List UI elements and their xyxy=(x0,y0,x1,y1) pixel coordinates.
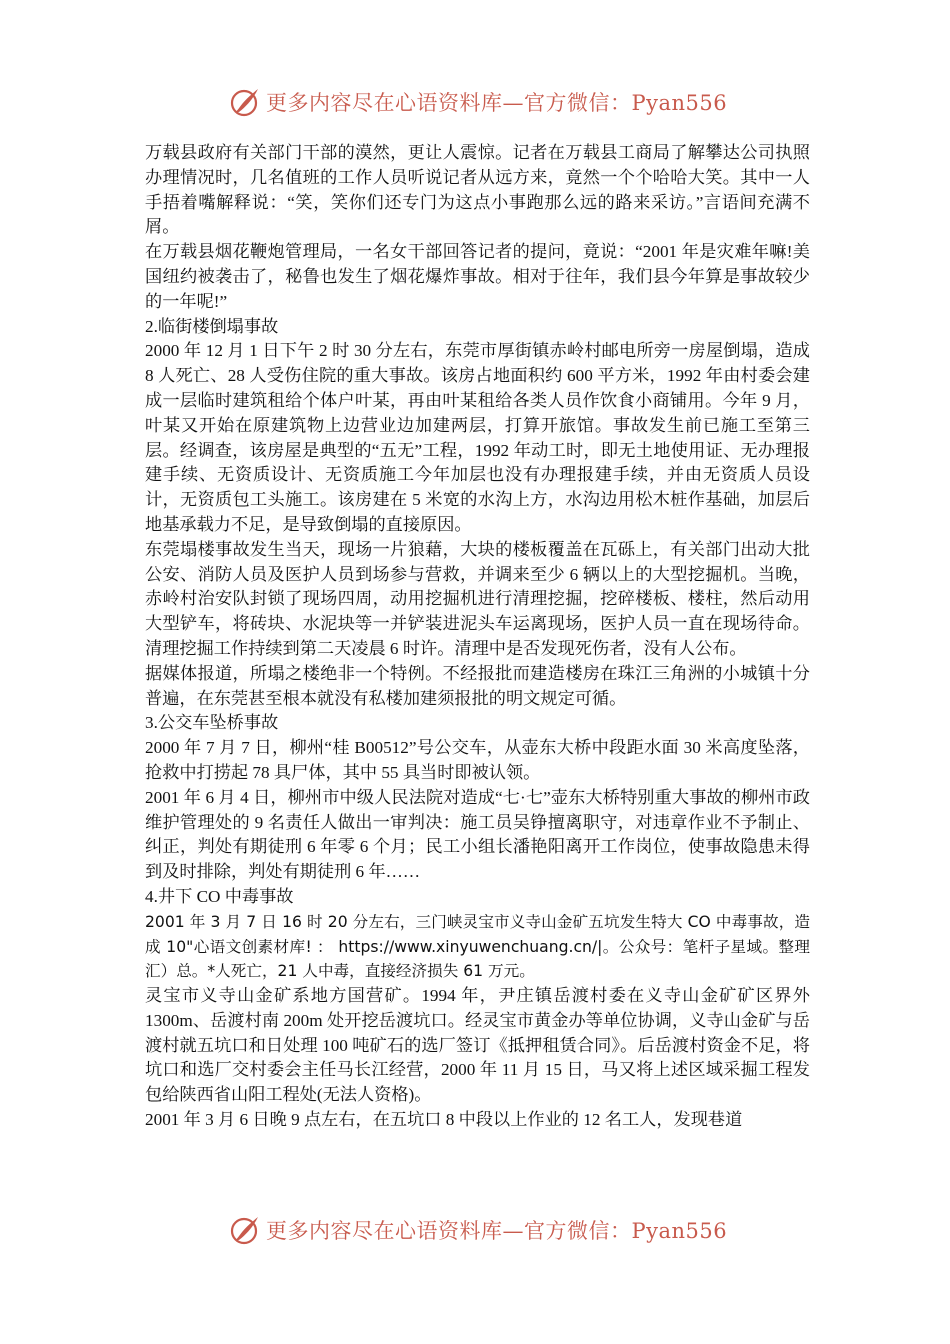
section-heading: 2.临街楼倒塌事故 xyxy=(145,316,279,336)
section-heading: 3.公交车坠桥事故 xyxy=(145,713,279,733)
paragraph: 东莞塌楼事故发生当天，现场一片狼藉，大块的楼板覆盖在瓦砾上，有关部门出动大批公安、消防人员及医护人员到场参与营救，并调来至少 6 辆以上的大型挖掘机。当晚，赤岭村治安队封锁了现场四周，动用挖掘机进行清理挖掘，挖碎楼板、楼柱，然后动用大型铲车，将砖块、水泥块等一并铲装进泥头车运离现场，医护人员一直在现场待命。清理挖掘工作持续到第二天凌晨 6 时许。清理中是否发现死伤者，没有人公布。 xyxy=(145,539,810,658)
pen-feather-logo-icon xyxy=(228,85,262,119)
paragraph: 万载县政府有关部门干部的漠然，更让人震惊。记者在万载县工商局了解攀达公司执照办理情况时，几名值班的工作人员听说记者从远方来，竟然一个个哈哈大笑。其中一人手捂着嘴解释说：“笑，笑你们还专门为这点小事跑那么远的路来采访。”言语间充满不屑。 xyxy=(145,143,810,237)
paragraph: 2000 年 7 月 7 日，柳州“桂 B00512”号公交车，从壶东大桥中段距水面 30 米高度坠落，抢救中打捞起 78 具尸体，其中 55 具当时即被认领。 xyxy=(145,738,810,782)
paragraph: 灵宝市义寺山金矿系地方国营矿。1994 年，尹庄镇岳渡村委在义寺山金矿矿区界外 1300m、岳渡村南 200m 处开挖岳渡坑口。经灵宝市黄金办等单位协调，义寺山金矿与岳渡村就五坑口和日处理 100 吨矿石的选厂签订《抵押租赁合同》。后岳渡村资金不足，将坑口和选厂交村委会主任马长江经营，2000 年 11 月 15 日，马又将上述区域采掘工程发包给陕西省山阳工程处(无法人资格)。 xyxy=(145,986,810,1105)
header-banner-text: 更多内容尽在心语资料库—官方微信：Pyan556 xyxy=(266,91,728,115)
paragraph: 在万载县烟花鞭炮管理局，一名女干部回答记者的提问，竟说：“2001 年是灾难年嘛!美国纽约被袭击了，秘鲁也发生了烟花爆炸事故。相对于往年，我们县今年算是事故较少的一年呢!” xyxy=(145,242,810,311)
article-body xyxy=(145,141,810,1133)
pen-feather-logo-icon xyxy=(228,1213,262,1247)
section-heading: 4.井下 CO 中毒事故 xyxy=(145,886,294,906)
footer-banner xyxy=(228,1210,748,1250)
paragraph: 2001 年 3 月 6 日晚 9 点左右，在五坑口 8 中段以上作业的 12 名工人，发现巷道 xyxy=(145,1110,743,1130)
paragraph: 2001 年 6 月 4 日，柳州市中级人民法院对造成“七·七”壶东大桥特别重大事故的柳州市政维护管理处的 9 名责任人做出一审判决：施工员吴铮擅离职守，对违章作业不予制止、纠正，判处有期徒刑 6 年零 6 个月；民工小组长潘艳阳离开工作岗位，使事故隐患未得到及时排除，判处有期徒刑 6 年…… xyxy=(145,787,810,882)
header-banner xyxy=(228,82,748,122)
paragraph-watermarked: 2001 年 3 月 7 日 16 时 20 分左右，三门峡灵宝市义寺山金矿五坑发生特大 CO 中毒事故，造成 10"心语文创素材库! ： https://www.xinyuwenchuang.cn/|。公众号：笔杆子星域。整理汇）总。*人死亡，21 人中毒，直接经济损失 61 万元。 xyxy=(145,912,810,981)
paragraph: 据媒体报道，所塌之楼绝非一个特例。不经报批而建造楼房在珠江三角洲的小城镇十分普遍，在东莞甚至根本就没有私楼加建须报批的明文规定可循。 xyxy=(145,663,810,708)
paragraph: 2000 年 12 月 1 日下午 2 时 30 分左右，东莞市厚街镇赤岭村邮电所旁一房屋倒塌，造成 8 人死亡、28 人受伤住院的重大事故。该房占地面积约 600 平方米，1992 年由村委会建成一层临时建筑租给个体户叶某，再由叶某租给各类人员作饮食小商铺用。今年 9 月，叶某又开始在原建筑物上边营业边加建两层，打算开旅馆。事故发生前已施工至第三层。经调查，该房屋是典型的“五无”工程，1992 年动工时，即无土地使用证、无办理报建手续、无资质设计、无资质施工今年加层也没有办理报建手续，并由无资质人员设计，无资质包工头施工。该房建在 5 米宽的水沟上方，水沟边用松木桩作基础，加层后地基承载力不足，是导致倒塌的直接原因。 xyxy=(145,341,810,534)
footer-banner-text: 更多内容尽在心语资料库—官方微信：Pyan556 xyxy=(266,1219,728,1243)
